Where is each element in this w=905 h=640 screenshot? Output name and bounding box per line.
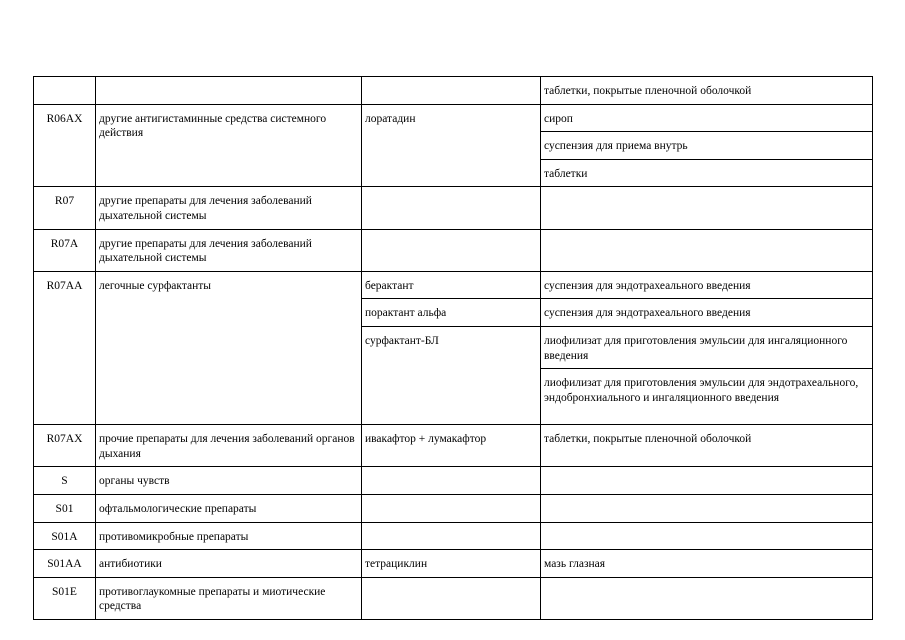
group-name-cell: другие препараты для лечения заболеваний дыхательной системы xyxy=(96,187,362,229)
group-name-cell: прочие препараты для лечения заболеваний органов дыхания xyxy=(96,425,362,467)
atc-code-cell: R07AA xyxy=(34,271,96,424)
dosage-form-cell xyxy=(541,187,873,229)
atc-code-cell: R06AX xyxy=(34,104,96,187)
dosage-form-cell xyxy=(541,229,873,271)
table-row xyxy=(34,522,873,550)
substance-cell xyxy=(362,577,541,619)
substance-cell xyxy=(362,467,541,495)
dosage-form-cell: лиофилизат для приготовления эмульсии для ингаляционного введения xyxy=(541,326,873,368)
dosage-form-cell: сироп xyxy=(541,104,873,132)
dosage-form-cell: лиофилизат для приготовления эмульсии для эндотрахеального, эндобронхиального и ингаляционного введения xyxy=(541,369,873,425)
atc-code-cell: S01E xyxy=(34,577,96,619)
dosage-form-cell: таблетки, покрытые пленочной оболочкой xyxy=(541,77,873,105)
table-row xyxy=(34,187,873,229)
substance-cell: берактант xyxy=(362,271,541,299)
dosage-form-cell: суспензия для эндотрахеального введения xyxy=(541,271,873,299)
group-name-cell: другие препараты для лечения заболеваний дыхательной системы xyxy=(96,229,362,271)
dosage-form-cell: суспензия для эндотрахеального введения xyxy=(541,299,873,327)
substance-cell xyxy=(362,77,541,105)
dosage-form-cell: суспензия для приема внутрь xyxy=(541,132,873,160)
atc-code-cell: S01 xyxy=(34,494,96,522)
atc-code-cell: R07A xyxy=(34,229,96,271)
substance-cell xyxy=(362,522,541,550)
table-row xyxy=(34,494,873,522)
group-name-cell: другие антигистаминные средства системного действия xyxy=(96,104,362,187)
table-row xyxy=(34,104,873,132)
substance-cell xyxy=(362,229,541,271)
dosage-form-cell xyxy=(541,467,873,495)
atc-code-cell: S01A xyxy=(34,522,96,550)
dosage-form-cell: мазь глазная xyxy=(541,550,873,578)
table-row xyxy=(34,229,873,271)
substance-cell: ивакафтор + лумакафтор xyxy=(362,425,541,467)
substance-cell xyxy=(362,187,541,229)
dosage-form-cell xyxy=(541,494,873,522)
table-row xyxy=(34,550,873,578)
drug-classification-table xyxy=(33,76,873,620)
atc-code-cell xyxy=(34,77,96,105)
table-row xyxy=(34,425,873,467)
dosage-form-cell xyxy=(541,577,873,619)
substance-cell: тетрациклин xyxy=(362,550,541,578)
atc-code-cell: R07AX xyxy=(34,425,96,467)
table-row xyxy=(34,271,873,299)
group-name-cell: противомикробные препараты xyxy=(96,522,362,550)
group-name-cell: легочные сурфактанты xyxy=(96,271,362,424)
substance-cell xyxy=(362,494,541,522)
dosage-form-cell xyxy=(541,522,873,550)
atc-code-cell: S xyxy=(34,467,96,495)
group-name-cell: органы чувств xyxy=(96,467,362,495)
dosage-form-cell: таблетки xyxy=(541,159,873,187)
substance-cell: лоратадин xyxy=(362,104,541,187)
group-name-cell: офтальмологические препараты xyxy=(96,494,362,522)
table-row xyxy=(34,467,873,495)
table-row xyxy=(34,77,873,105)
table-row xyxy=(34,577,873,619)
dosage-form-cell: таблетки, покрытые пленочной оболочкой xyxy=(541,425,873,467)
atc-code-cell: R07 xyxy=(34,187,96,229)
atc-code-cell: S01AA xyxy=(34,550,96,578)
substance-cell: порактант альфа xyxy=(362,299,541,327)
substance-cell: сурфактант-БЛ xyxy=(362,326,541,424)
group-name-cell: противоглаукомные препараты и миотические средства xyxy=(96,577,362,619)
group-name-cell xyxy=(96,77,362,105)
group-name-cell: антибиотики xyxy=(96,550,362,578)
